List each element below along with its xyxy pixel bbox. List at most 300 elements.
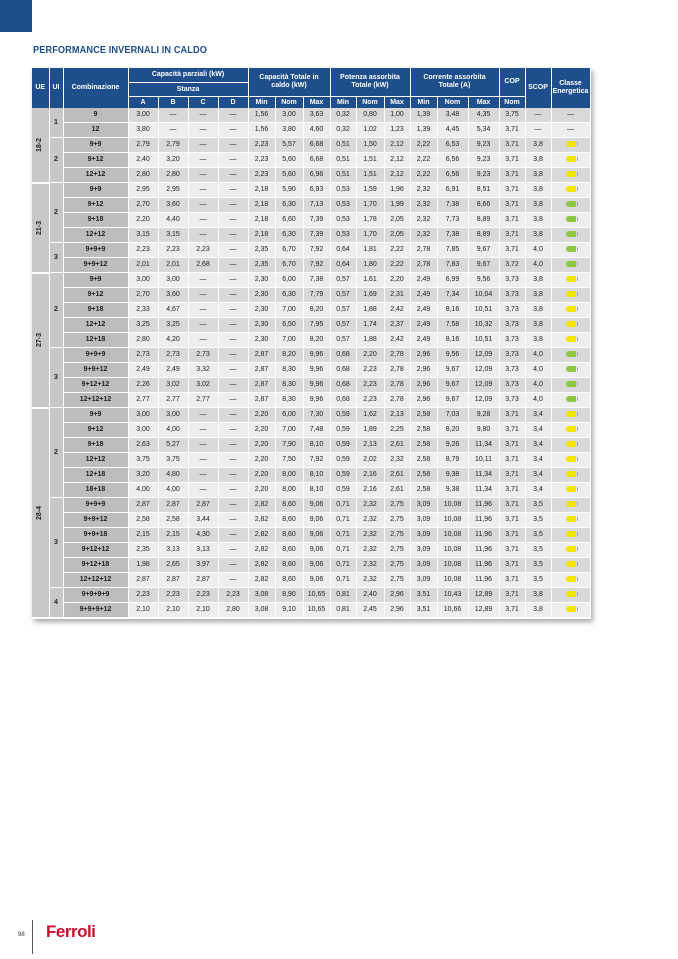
cell-pmax: 2,75 (384, 558, 410, 573)
energy-class-cell (551, 198, 590, 213)
table-row (32, 603, 590, 618)
cell-amin: 2,96 (410, 378, 437, 393)
cell-cmin: 1,56 (248, 123, 275, 138)
cell-cnom: 3,80 (275, 123, 303, 138)
cell-amin: 2,58 (410, 423, 437, 438)
cell-d: — (218, 183, 248, 198)
cell-scop: 3,8 (525, 603, 551, 618)
cell-cnom: 7,90 (275, 438, 303, 453)
cell-amax: 9,80 (468, 423, 499, 438)
cell-amax: 12,89 (468, 603, 499, 618)
cell-amax: 11,96 (468, 498, 499, 513)
cell-scop: 3,8 (525, 273, 551, 288)
cell-amax: 10,51 (468, 333, 499, 348)
cell-cmax: 6,68 (303, 138, 330, 153)
cell-amax: 9,23 (468, 153, 499, 168)
combinazione-cell: 12+18 (63, 468, 128, 483)
ue-label: 28-4 (36, 505, 44, 520)
cell-cmax: 8,10 (303, 483, 330, 498)
cell-cnom: 7,50 (275, 453, 303, 468)
table-row (32, 168, 590, 183)
cell-anom: 6,91 (437, 183, 468, 198)
cell-amax: 11,96 (468, 528, 499, 543)
cell-d: — (218, 318, 248, 333)
cell-amax: 12,09 (468, 363, 499, 378)
energy-class-icon (566, 246, 576, 252)
table-row (32, 588, 590, 603)
cell-amax: 12,09 (468, 378, 499, 393)
combinazione-cell: 9+9 (63, 408, 128, 423)
combinazione-cell: 9+9+18 (63, 528, 128, 543)
cell-pmax: 1,96 (384, 183, 410, 198)
cell-pmin: 0,71 (330, 528, 356, 543)
cell-b: 2,01 (158, 258, 188, 273)
cell-c: — (188, 228, 218, 243)
cell-c: — (188, 408, 218, 423)
header-ui: UI (49, 68, 63, 108)
energy-class-icon (566, 441, 576, 447)
cell-cnom: 3,00 (275, 108, 303, 123)
combinazione-cell: 9+9+9 (63, 348, 128, 363)
ue-label: 21-3 (36, 220, 44, 235)
cell-scop: 3,4 (525, 423, 551, 438)
cell-a: 3,15 (128, 228, 158, 243)
cell-b: 3,15 (158, 228, 188, 243)
cell-a: 3,20 (128, 468, 158, 483)
cell-anom: 8,20 (437, 423, 468, 438)
cell-pmax: 2,78 (384, 363, 410, 378)
cell-d: — (218, 378, 248, 393)
cell-b: 5,27 (158, 438, 188, 453)
table-row (32, 423, 590, 438)
cell-cnom: 8,90 (275, 588, 303, 603)
cell-anom: 10,08 (437, 528, 468, 543)
cell-pmax: 2,78 (384, 378, 410, 393)
brand-name: Ferroli (46, 922, 96, 941)
combinazione-cell: 9+18 (63, 213, 128, 228)
cell-pmax: 2,96 (384, 603, 410, 618)
cell-cmin: 2,18 (248, 198, 275, 213)
cell-anom: 7,34 (437, 288, 468, 303)
cell-scop: 3,5 (525, 573, 551, 588)
cell-pnom: 2,20 (356, 348, 384, 363)
cell-a: 2,58 (128, 513, 158, 528)
table-row (32, 303, 590, 318)
cell-pnom: 2,23 (356, 378, 384, 393)
cell-amax: 9,56 (468, 273, 499, 288)
cell-scop: 3,8 (525, 588, 551, 603)
cell-pnom: 2,13 (356, 438, 384, 453)
cell-d: — (218, 558, 248, 573)
cell-a: 2,23 (128, 243, 158, 258)
cell-c: — (188, 213, 218, 228)
cell-a: 3,25 (128, 318, 158, 333)
cell-amax: 12,09 (468, 348, 499, 363)
cell-a: 2,20 (128, 213, 158, 228)
cell-d: — (218, 198, 248, 213)
energy-class-icon (566, 366, 576, 372)
cell-d: — (218, 498, 248, 513)
combinazione-cell: 9+9 (63, 138, 128, 153)
cell-pmax: 2,61 (384, 438, 410, 453)
cell-cnom: 8,30 (275, 378, 303, 393)
table-row (32, 573, 590, 588)
cell-scop: 3,5 (525, 543, 551, 558)
table-row (32, 213, 590, 228)
cell-a: 4,00 (128, 483, 158, 498)
cell-cop: 3,73 (499, 348, 525, 363)
cell-cop: 3,71 (499, 138, 525, 153)
cell-pmax: 2,75 (384, 573, 410, 588)
cell-d: 2,23 (218, 588, 248, 603)
cell-pmin: 0,68 (330, 348, 356, 363)
energy-class-icon (566, 531, 576, 537)
cell-pnom: 1,81 (356, 243, 384, 258)
cell-cop: 3,73 (499, 393, 525, 408)
energy-class-cell (551, 498, 590, 513)
energy-class-icon (566, 576, 576, 582)
cell-cmin: 2,30 (248, 333, 275, 348)
cell-cnom: 5,60 (275, 168, 303, 183)
cell-amin: 2,22 (410, 153, 437, 168)
cell-anom: 8,16 (437, 333, 468, 348)
cell-cnom: 5,90 (275, 183, 303, 198)
table-row (32, 408, 590, 423)
page-number: 98 (18, 932, 25, 938)
header-cor-min: Min (410, 97, 437, 109)
cell-amax: 10,04 (468, 288, 499, 303)
header-cop: COP (499, 68, 525, 97)
cell-scop: 3,4 (525, 453, 551, 468)
energy-class-cell (551, 138, 590, 153)
cell-anom: 7,58 (437, 318, 468, 333)
cell-b: 4,40 (158, 213, 188, 228)
energy-class-cell (551, 228, 590, 243)
table-row (32, 198, 590, 213)
cell-pnom: 1,88 (356, 333, 384, 348)
cell-a: 2,15 (128, 528, 158, 543)
cell-b: 3,75 (158, 453, 188, 468)
cell-amax: 9,67 (468, 258, 499, 273)
table-row (32, 438, 590, 453)
cell-anom: 10,66 (437, 603, 468, 618)
cell-amin: 2,49 (410, 303, 437, 318)
cell-c: 2,73 (188, 348, 218, 363)
cell-cop: 3,71 (499, 183, 525, 198)
performance-table (32, 68, 591, 619)
cell-c: 3,32 (188, 363, 218, 378)
cell-scop: 4,0 (525, 393, 551, 408)
cell-pnom: 1,50 (356, 138, 384, 153)
cell-c: — (188, 318, 218, 333)
cell-anom: 8,16 (437, 303, 468, 318)
cell-cmin: 2,82 (248, 543, 275, 558)
cell-cop: 3,71 (499, 123, 525, 138)
cell-pmin: 0,32 (330, 123, 356, 138)
cell-a: 2,10 (128, 603, 158, 618)
cell-cmin: 2,20 (248, 483, 275, 498)
cell-pmin: 0,59 (330, 453, 356, 468)
footer-divider (32, 920, 33, 954)
energy-class-cell (551, 423, 590, 438)
cell-cmax: 7,92 (303, 243, 330, 258)
energy-class-cell (551, 408, 590, 423)
combinazione-cell: 9+9+12 (63, 513, 128, 528)
cell-cnom: 6,00 (275, 273, 303, 288)
cell-cmax: 9,06 (303, 558, 330, 573)
energy-class-icon (566, 591, 576, 597)
cell-b: 2,79 (158, 138, 188, 153)
energy-class-cell (551, 168, 590, 183)
cell-amax: 9,67 (468, 243, 499, 258)
cell-b: 3,20 (158, 153, 188, 168)
cell-b: 2,58 (158, 513, 188, 528)
cell-cnom: 8,00 (275, 483, 303, 498)
cell-cnom: 6,70 (275, 258, 303, 273)
cell-scop: 4,0 (525, 378, 551, 393)
energy-class-cell (551, 303, 590, 318)
header-pot-max: Max (384, 97, 410, 109)
energy-class-icon (566, 276, 576, 282)
cell-cmax: 8,10 (303, 438, 330, 453)
cell-scop: 3,8 (525, 213, 551, 228)
cell-a: 2,79 (128, 138, 158, 153)
cell-a: 2,33 (128, 303, 158, 318)
cell-d: — (218, 138, 248, 153)
cell-a: 3,00 (128, 408, 158, 423)
cell-anom: 7,85 (437, 243, 468, 258)
ui-cell: 2 (49, 273, 63, 348)
cell-pmin: 0,57 (330, 333, 356, 348)
cell-pnom: 2,23 (356, 363, 384, 378)
cell-amax: 8,51 (468, 183, 499, 198)
cell-pmax: 2,20 (384, 273, 410, 288)
header-ue: UE (32, 68, 49, 108)
cell-amax: 8,89 (468, 228, 499, 243)
cell-d: — (218, 543, 248, 558)
ue-cell (32, 408, 49, 618)
combinazione-cell: 9+12 (63, 153, 128, 168)
energy-class-cell (551, 288, 590, 303)
cell-scop: 3,5 (525, 558, 551, 573)
cell-amin: 2,96 (410, 363, 437, 378)
cell-b: 2,77 (158, 393, 188, 408)
ui-cell: 3 (49, 243, 63, 273)
cell-pmin: 0,57 (330, 318, 356, 333)
cell-a: 2,40 (128, 153, 158, 168)
cell-a: 2,70 (128, 198, 158, 213)
header-capacita-totale-line2: caldo (kW) (271, 82, 307, 89)
cell-scop: 3,4 (525, 468, 551, 483)
combinazione-cell: 9+18 (63, 438, 128, 453)
cell-cmin: 2,82 (248, 513, 275, 528)
cell-scop: 3,8 (525, 228, 551, 243)
cell-cop: 3,71 (499, 513, 525, 528)
cell-pnom: 1,80 (356, 258, 384, 273)
table-row (32, 153, 590, 168)
cell-a: 2,87 (128, 573, 158, 588)
cell-cop: 3,73 (499, 363, 525, 378)
cell-d: — (218, 363, 248, 378)
cell-pnom: 1,89 (356, 423, 384, 438)
cell-anom: 9,38 (437, 468, 468, 483)
table-row (32, 348, 590, 363)
cell-c: — (188, 153, 218, 168)
cell-amin: 3,09 (410, 573, 437, 588)
cell-c: — (188, 333, 218, 348)
combinazione-cell: 12+12+12 (63, 393, 128, 408)
header-pot-nom: Nom (356, 97, 384, 109)
header-cor-max: Max (468, 97, 499, 109)
header-sub-a: A (128, 97, 158, 109)
cell-c: 2,23 (188, 588, 218, 603)
cell-pnom: 1,70 (356, 228, 384, 243)
cell-pmax: 2,22 (384, 258, 410, 273)
cell-anom: 10,08 (437, 498, 468, 513)
ue-cell (32, 183, 49, 273)
cell-pmax: 2,12 (384, 153, 410, 168)
cell-c: 2,77 (188, 393, 218, 408)
cell-d: — (218, 213, 248, 228)
cell-amax: 11,96 (468, 573, 499, 588)
ue-label: 18-2 (36, 137, 44, 152)
cell-c: — (188, 483, 218, 498)
energy-class-icon (566, 411, 576, 417)
cell-cop: 3,71 (499, 423, 525, 438)
cell-amax: 11,96 (468, 513, 499, 528)
cell-pnom: 2,16 (356, 483, 384, 498)
cell-amax: 12,09 (468, 393, 499, 408)
header-classe-line1: Classe (559, 80, 582, 87)
energy-class-icon (566, 486, 576, 492)
cell-cnom: 6,30 (275, 198, 303, 213)
cell-cmax: 6,68 (303, 153, 330, 168)
cell-pnom: 1,70 (356, 198, 384, 213)
cell-anom: 7,83 (437, 258, 468, 273)
cell-pnom: 2,32 (356, 543, 384, 558)
cell-pmin: 0,59 (330, 483, 356, 498)
energy-class-icon (566, 351, 576, 357)
energy-class-cell (551, 453, 590, 468)
cell-cop: 3,73 (499, 333, 525, 348)
cell-amin: 2,32 (410, 213, 437, 228)
cell-pnom: 2,32 (356, 573, 384, 588)
cell-pmax: 2,78 (384, 348, 410, 363)
cell-a: 3,75 (128, 453, 158, 468)
table-row (32, 258, 590, 273)
cell-pmin: 0,53 (330, 228, 356, 243)
cell-a: 2,70 (128, 288, 158, 303)
cell-d: — (218, 243, 248, 258)
energy-class-icon (566, 381, 576, 387)
cell-d: — (218, 123, 248, 138)
cell-cmin: 2,30 (248, 318, 275, 333)
header-pot-min: Min (330, 97, 356, 109)
energy-class-cell (551, 588, 590, 603)
table-row (32, 183, 590, 198)
cell-amin: 2,49 (410, 288, 437, 303)
cell-scop: 3,8 (525, 183, 551, 198)
cell-cmin: 2,30 (248, 288, 275, 303)
cell-cnom: 8,30 (275, 363, 303, 378)
cell-b: 3,60 (158, 288, 188, 303)
cell-cmin: 2,35 (248, 258, 275, 273)
cell-pmax: 2,42 (384, 333, 410, 348)
table-row (32, 138, 590, 153)
cell-pnom: 1,61 (356, 273, 384, 288)
energy-class-cell (551, 528, 590, 543)
cell-pnom: 1,51 (356, 168, 384, 183)
cell-cmax: 7,39 (303, 213, 330, 228)
cell-scop: 3,4 (525, 438, 551, 453)
cell-cnom: 6,60 (275, 213, 303, 228)
cell-cmin: 2,87 (248, 363, 275, 378)
cell-cop: 3,71 (499, 483, 525, 498)
cell-b: 4,67 (158, 303, 188, 318)
cell-cmin: 1,56 (248, 108, 275, 123)
header-cor-nom: Nom (437, 97, 468, 109)
cell-pmin: 0,81 (330, 603, 356, 618)
header-potenza-line2: Totale (kW) (351, 82, 389, 89)
cell-amax: 4,35 (468, 108, 499, 123)
table-row (32, 483, 590, 498)
cell-pnom: 1,51 (356, 153, 384, 168)
ui-cell: 3 (49, 498, 63, 588)
combinazione-cell: 9+9+9 (63, 498, 128, 513)
cell-cop: 3,75 (499, 108, 525, 123)
energy-class-cell (551, 273, 590, 288)
cell-c: 3,44 (188, 513, 218, 528)
cell-pmax: 2,61 (384, 483, 410, 498)
cell-b: 3,00 (158, 273, 188, 288)
cell-scop: 4,0 (525, 243, 551, 258)
energy-class-cell (551, 183, 590, 198)
table-row (32, 558, 590, 573)
cell-cnom: 8,00 (275, 468, 303, 483)
cell-amin: 3,51 (410, 588, 437, 603)
energy-class-cell (551, 543, 590, 558)
cell-pnom: 1,74 (356, 318, 384, 333)
cell-cmin: 2,20 (248, 408, 275, 423)
cell-d: — (218, 303, 248, 318)
energy-class-cell (551, 558, 590, 573)
energy-class-icon (566, 336, 576, 342)
cell-pmax: 1,99 (384, 198, 410, 213)
cell-pnom: 2,32 (356, 558, 384, 573)
combinazione-cell: 18+18 (63, 483, 128, 498)
cell-pmin: 0,71 (330, 513, 356, 528)
cell-cmin: 2,82 (248, 498, 275, 513)
cell-cmin: 2,82 (248, 528, 275, 543)
cell-cnom: 5,60 (275, 153, 303, 168)
cell-anom: 6,99 (437, 273, 468, 288)
cell-c: — (188, 423, 218, 438)
cell-a: 2,80 (128, 168, 158, 183)
cell-amax: 11,96 (468, 558, 499, 573)
table-row (32, 498, 590, 513)
cell-b: 4,00 (158, 423, 188, 438)
table-row (32, 228, 590, 243)
cell-anom: 6,56 (437, 153, 468, 168)
cell-amin: 2,78 (410, 243, 437, 258)
cell-pmax: 2,22 (384, 243, 410, 258)
energy-class-cell (551, 363, 590, 378)
energy-class-icon (566, 186, 576, 192)
table-row (32, 108, 590, 123)
cell-pmin: 0,57 (330, 288, 356, 303)
cell-cnom: 8,60 (275, 498, 303, 513)
cell-amin: 2,49 (410, 273, 437, 288)
